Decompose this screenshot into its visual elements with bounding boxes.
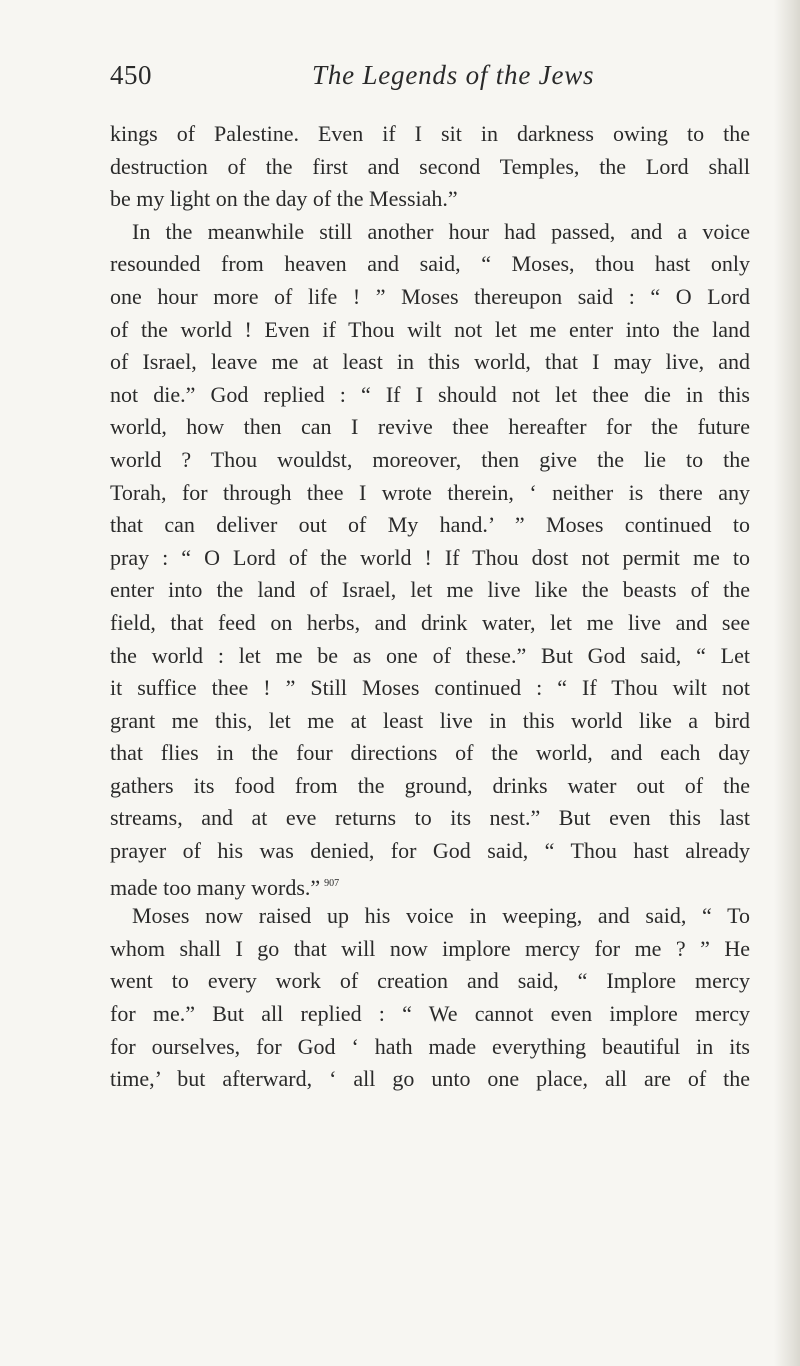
text-line: be my light on the day of the Messiah.” — [110, 186, 458, 212]
text-line: world, how then can I revive thee hereafter for the future — [110, 414, 750, 440]
text-line-with-footnote — [110, 868, 750, 901]
text-line: grant me this, let me at least live in this world like a bird — [110, 707, 750, 733]
text-line: time,’ but afterward, ‘ all go unto one place, all are of the — [110, 1066, 750, 1092]
text-line: made too many words.” — [110, 874, 321, 900]
text-line: of the world ! Even if Thou wilt not let me enter into the land — [110, 316, 750, 342]
text-line: Moses now raised up his voice in weeping, and said, “ To — [132, 903, 750, 929]
text-line: that can deliver out of My hand.’ ” Moses continued to — [110, 512, 750, 538]
text-line: prayer of his was denied, for God said, “ Thou hast already — [110, 838, 750, 864]
text-line: for me.” But all replied : “ We cannot even implore mercy — [110, 1001, 750, 1027]
text-line: Torah, for through thee I wrote therein, ‘ neither is there any — [110, 479, 750, 505]
text-line: that flies in the four directions of the world, and each day — [110, 740, 750, 766]
text-line: of Israel, leave me at least in this world, that I may live, and — [110, 349, 750, 375]
running-title: The Legends of the Jews — [312, 60, 595, 90]
body-text — [110, 118, 750, 1096]
text-line: gathers its food from the ground, drinks water out of the — [110, 772, 750, 798]
footnote-reference: 907 — [324, 877, 340, 889]
text-line: world ? Thou wouldst, moreover, then give the lie to the — [110, 446, 750, 472]
text-line: one hour more of life ! ” Moses thereupon said : “ O Lord — [110, 283, 750, 309]
text-line: resounded from heaven and said, “ Moses, thou hast only — [110, 251, 750, 277]
text-line: not die.” God replied : “ If I should not let thee die in this — [110, 381, 750, 407]
text-line: went to every work of creation and said, “ Implore mercy — [110, 968, 750, 994]
running-head — [110, 57, 750, 93]
text-line: enter into the land of Israel, let me live like the beasts of the — [110, 577, 750, 603]
text-line: for ourselves, for God ‘ hath made everything beautiful in its — [110, 1033, 750, 1059]
text-line: streams, and at eve returns to its nest.” But even this last — [110, 805, 750, 831]
text-line: field, that feed on herbs, and drink water, let me live and see — [110, 609, 750, 635]
text-line: pray : “ O Lord of the world ! If Thou dost not permit me to — [110, 544, 750, 570]
page-edge-shadow — [774, 0, 800, 1366]
text-line: whom shall I go that will now implore mercy for me ? ” He — [110, 935, 750, 961]
text-line: the world : let me be as one of these.” But God said, “ Let — [110, 642, 750, 668]
text-line: destruction of the first and second Temples, the Lord shall — [110, 153, 750, 179]
text-line: In the meanwhile still another hour had passed, and a voice — [132, 218, 750, 244]
page-number: 450 — [110, 60, 152, 90]
text-line: it suffice thee ! ” Still Moses continued : “ If Thou wilt not — [110, 675, 750, 701]
text-line: kings of Palestine. Even if I sit in darkness owing to the — [110, 121, 750, 146]
